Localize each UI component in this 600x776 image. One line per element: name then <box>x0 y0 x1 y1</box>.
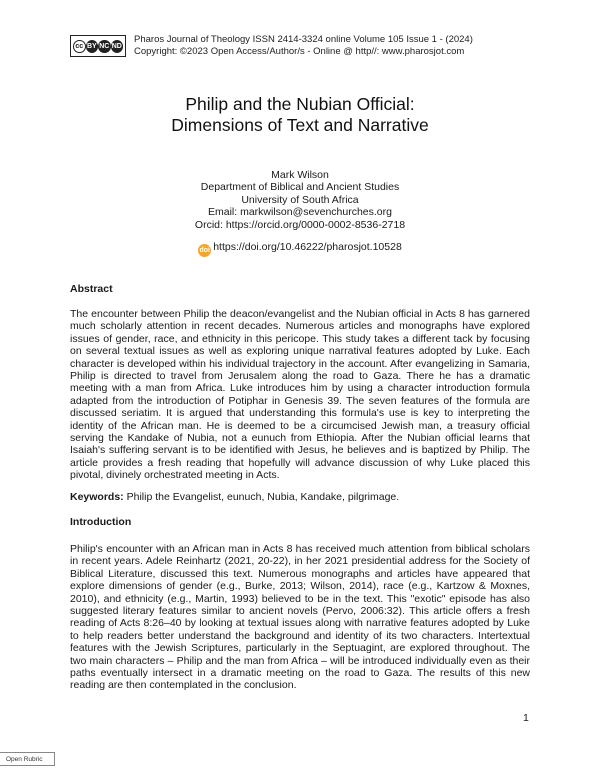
title-line-1: Philip and the Nubian Official: <box>185 94 415 114</box>
journal-line: Pharos Journal of Theology ISSN 2414-3324 online Volume 105 Issue 1 - (2024) <box>134 34 473 45</box>
abstract-section <box>70 283 530 482</box>
open-rubric-tag: Open Rubric <box>0 752 55 766</box>
keywords-label: Keywords: <box>70 491 124 503</box>
nd-icon: ND <box>111 40 123 53</box>
cc-license-badge <box>70 35 126 57</box>
abstract-text: The encounter between Philip the deacon/evangelist and the Nubian official in Acts 8 has garnered much scholarly attention in recent decades. Numerous articles and monographs have explored issues of gender, race, and ethnicity in this pericope. This study takes a different tack by focusing on several textual issues as well as exploring unique narratival features adopted by Luke. Each character is developed within his individual trajectory in the account. After evangelizing in Samaria, Philip is directed to travel from Jerusalem along the road to Gaza. There he has a dramatic meeting with a man from Africa. Luke introduces him by using a character introduction formula adapted from the introduction of Potiphar in Genesis 39. The seven features of the formula are discussed seriatim. It is argued that understanding this formula's use is key to interpreting the identity of the African man. He is deemed to be a circumcised Jewish man, a treasury official serving the Kandake of Nubia, not a eunuch from Ethiopia. After the Nubian official learns that Isaiah's suffering servant is to be identified with Jesus, he believes and is baptized by Philip. The article provides a fresh reading that hopefully will advance discussion of why Luke placed this pivotal, divinely orchestrated meeting in Acts. <box>70 308 530 482</box>
abstract-heading: Abstract <box>70 283 113 295</box>
paper-title <box>0 94 600 136</box>
cc-icon: cc <box>73 40 86 53</box>
journal-header <box>70 34 473 58</box>
doi-link[interactable]: https://doi.org/10.46222/pharosjot.10528 <box>213 241 402 253</box>
page-number: 1 <box>523 712 529 724</box>
doi-icon: doi <box>198 244 211 257</box>
doi-line <box>0 241 600 257</box>
author-name: Mark Wilson <box>271 169 329 181</box>
author-orcid[interactable]: Orcid: https://orcid.org/0000-0002-8536-2718 <box>194 218 406 231</box>
nc-icon: NC <box>98 40 110 53</box>
introduction-heading: Introduction <box>70 516 132 528</box>
by-icon: BY <box>86 40 98 53</box>
introduction-text: Philip's encounter with an African man in Acts 8 has received much attention from biblical scholars in recent years. Adele Reinhartz (2021, 20-22), in her 2021 presidential address for the Society of Biblical Literature, discussed this text. Numerous monographs and articles have appeared that explore dimensions of gender (e.g., Burke, 2013; Wilson, 2014), race (e.g., Kartzow & Moxnes, 2010), and ethnicity (e.g., Martin, 1993) believed to be in the text. This "exotic" episode has also suggested literary features similar to ancient novels (Pervo, 2006:32). This article offers a fresh reading of Acts 8:26–40 by looking at textual issues along with narrative features adopted by Luke to help readers better understand the background and identity of its two characters. Intertextual features with the Jewish Scriptures, particularly in the Septuagint, are explored throughout. The two main characters – Philip and the man from Africa – will be introduced individually even as their paths eventually intersect in a dramatic meeting on the road to Gaza. The results of this new reading are then contemplated in the conclusion. <box>70 543 530 692</box>
copyright-line: Copyright: ©2023 Open Access/Author/s - Online @ http//: www.pharosjot.com <box>134 46 465 57</box>
author-university: University of South Africa <box>241 193 359 206</box>
title-line-2: Dimensions of Text and Narrative <box>171 115 429 135</box>
author-department: Department of Biblical and Ancient Studies <box>200 181 400 194</box>
keywords-section <box>70 491 530 503</box>
keywords-text: Philip the Evangelist, eunuch, Nubia, Kandake, pilgrimage. <box>126 491 400 503</box>
author-email[interactable]: Email: markwilson@sevenchurches.org <box>208 206 392 219</box>
introduction-section <box>70 516 530 692</box>
author-block <box>0 169 600 231</box>
